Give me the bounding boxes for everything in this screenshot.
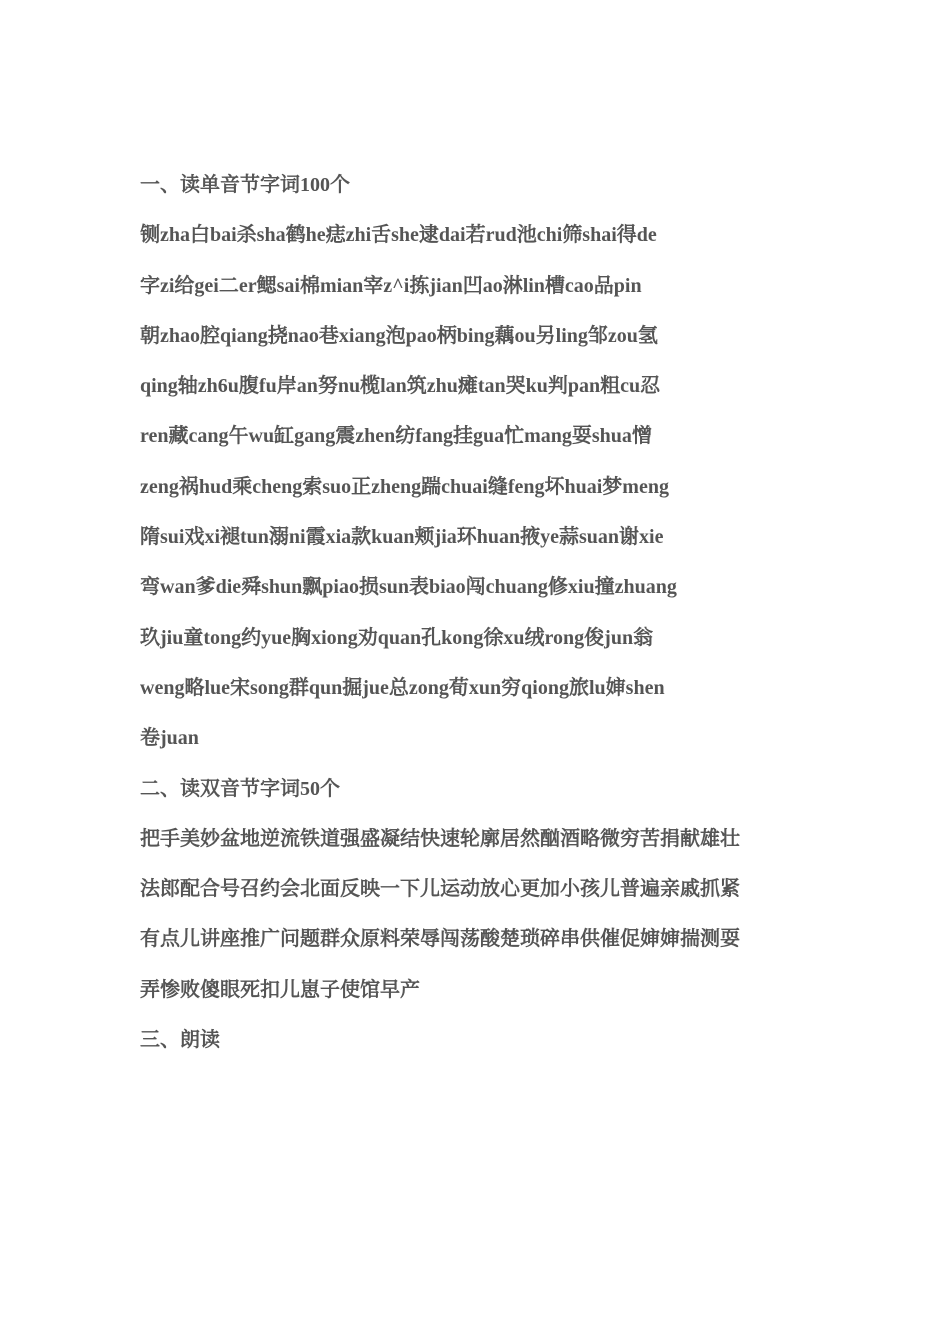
text-line: 铡zha白bai杀sha鹤he痣zhi舌she逮dai若rud池chi筛shai得de (140, 224, 657, 247)
text-line: zeng祸hud乘cheng索suo正zheng踹chuai缝feng坏huai梦meng (140, 475, 669, 498)
section-heading-3: 三、朗读 (140, 1029, 220, 1052)
text-line: 朝zhao腔qiang挠nao巷xiang泡pao柄bing藕ou另ling邹zou氢 (140, 324, 658, 347)
text-line: 弄惨败傻眼死扣儿崽子使馆早产 (140, 978, 420, 1001)
text-line: 法郎配合号召约会北面反映一下儿运动放心更加小孩儿普遍亲戚抓紧 (140, 878, 740, 901)
text-line: 把手美妙盆地逆流铁道强盛凝结快速轮廓居然酗酒略微穷苦捐献雄壮 (140, 827, 740, 850)
section-heading-2: 二、读双音节字词50个 (140, 777, 340, 800)
text-line: 字zi给gei二er鳃sai棉mian宰z^i拣jian凹ao淋lin槽cao品pin (140, 274, 642, 297)
text-line: ren藏cang午wu缸gang震zhen纺fang挂gua忙mang耍shua憎 (140, 425, 652, 448)
text-line: weng略lue宋song群qun掘jue总zong荀xun穷qiong旅lu婶shen (140, 676, 665, 699)
text-line: 弯wan爹die舜shun飘piao损sun表biao闯chuang修xiu撞zhuang (140, 576, 677, 599)
text-line: qing轴zh6u腹fu岸an努nu榄lan筑zhu瘫tan哭ku判pan粗cu忍 (140, 375, 661, 398)
text-line: 隋sui戏xi褪tun溺ni霞xia款kuan颊jia环huan掖ye蒜suan谢xie (140, 526, 664, 549)
text-line: 卷juan (140, 727, 199, 750)
document-body (140, 160, 820, 1065)
section-heading-1: 一、读单音节字词100个 (140, 174, 350, 196)
text-line: 玖jiu童tong约yue胸xiong劝quan孔kong徐xu绒rong俊jun翁 (140, 626, 654, 649)
text-line: 有点儿讲座推广问题群众原料荣辱闯荡酸楚琐碎串供催促婶婶揣测耍 (140, 928, 740, 951)
